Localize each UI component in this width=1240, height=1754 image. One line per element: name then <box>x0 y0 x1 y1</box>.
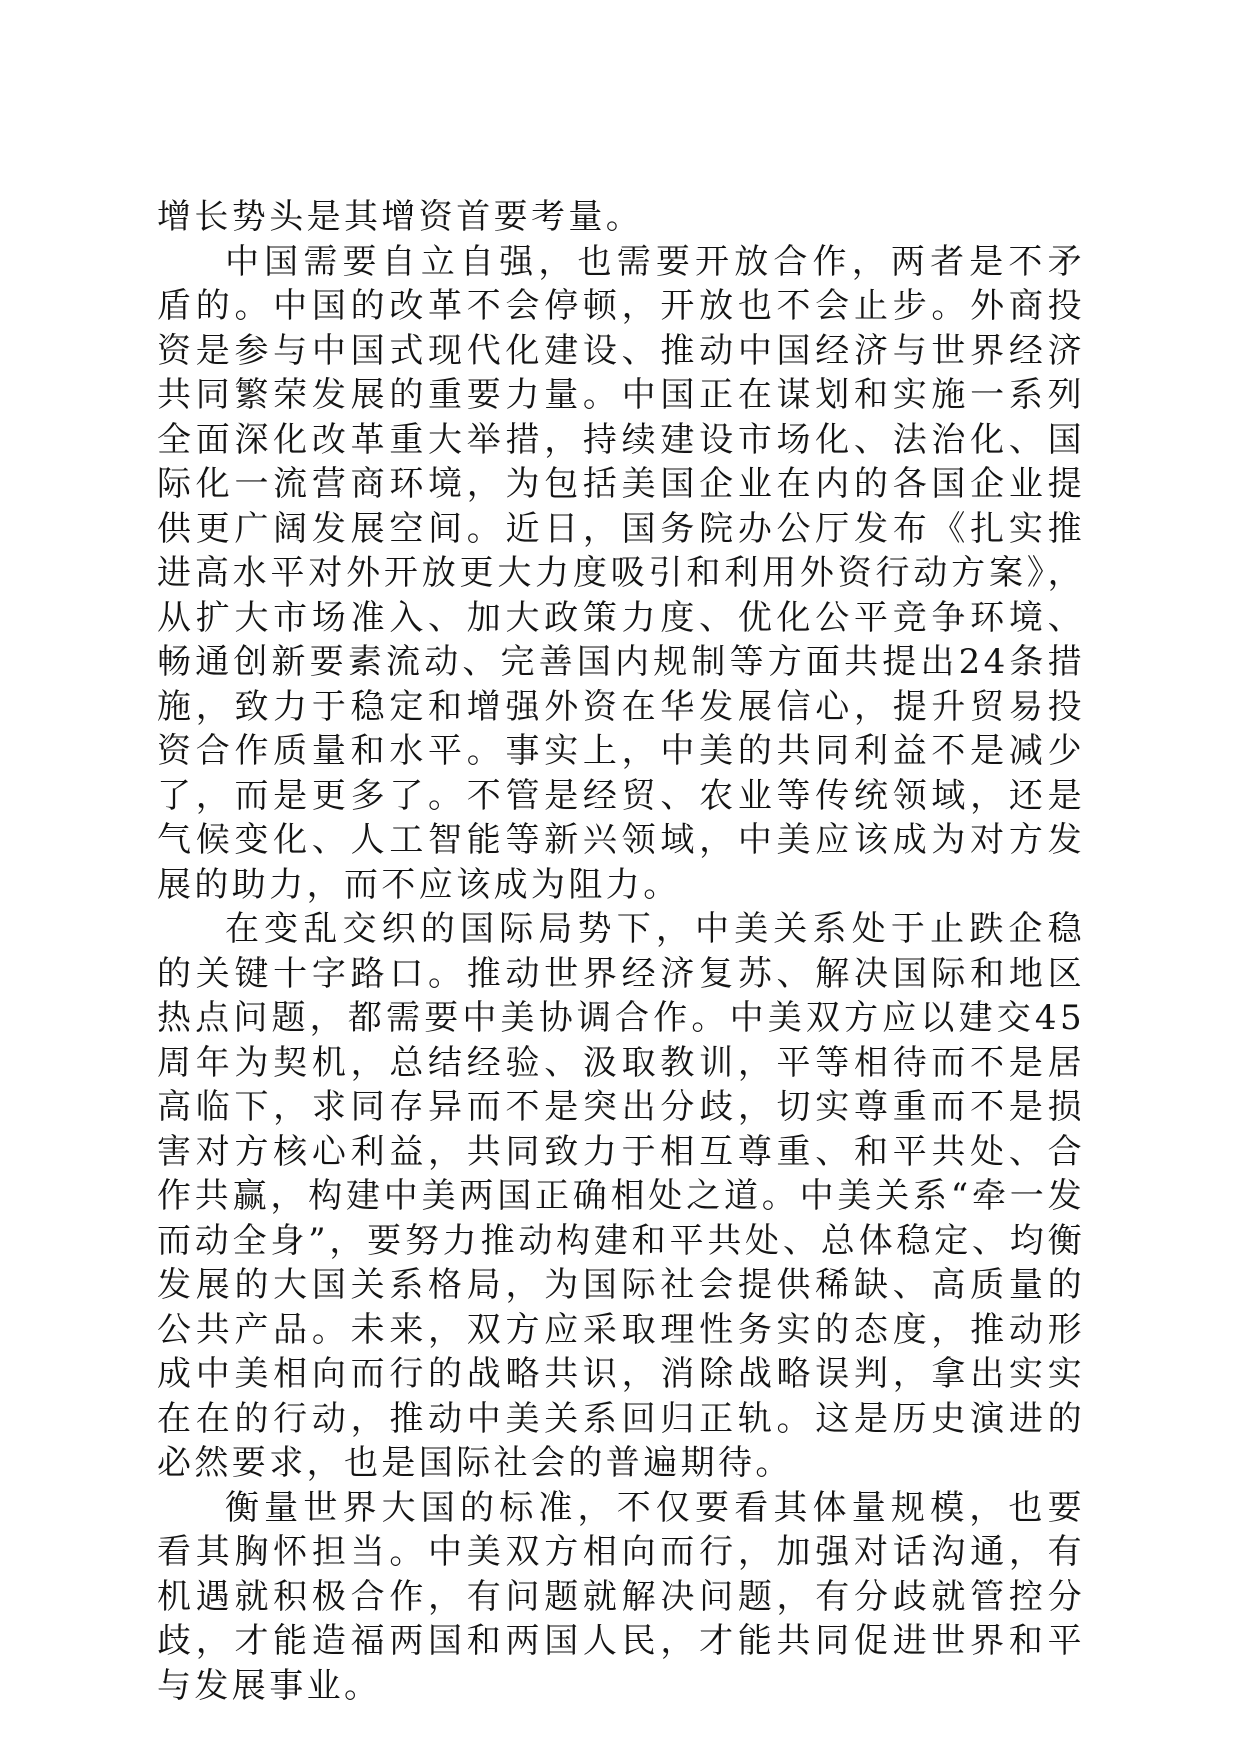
paragraph-opening-cooperation: 中国需要自立自强，也需要开放合作，两者是不矛盾的。中国的改革不会停顿，开放也不会止步。外商投资是参与中国式现代化建设、推动中国经济与世界经济共同繁荣发展的重要力量。中国正在谋划和实施一系列全面深化改革重大举措，持续建设市场化、法治化、国际化一流营商环境，为包括美国企业在内的各国企业提供更广阔发展空间。近日，国务院办公厅发布《扎实推进高水平对外开放更大力度吸引和利用外资行动方案》，从扩大市场准入、加大政策力度、优化公平竞争环境、畅通创新要素流动、完善国内规制等方面共提出24条措施，致力于稳定和增强外资在华发展信心，提升贸易投资合作质量和水平。事实上，中美的共同利益不是减少了，而是更多了。不管是经贸、农业等传统领域，还是气候变化、人工智能等新兴领域，中美应该成为对方发展的助力，而不应该成为阻力。 <box>157 241 1085 905</box>
paragraph-china-us-relations: 在变乱交织的国际局势下，中美关系处于止跌企稳的关键十字路口。推动世界经济复苏、解决国际和地区热点问题，都需要中美协调合作。中美双方应以建交45周年为契机，总结经验、汲取教训，平等相待而不是居高临下，求同存异而不是突出分歧，切实尊重而不是损害对方核心利益，共同致力于相互尊重、和平共处、合作共赢，构建中美两国正确相处之道。中美关系“牵一发而动全身”，要努力推动构建和平共处、总体稳定、均衡发展的大国关系格局，为国际社会提供稀缺、高质量的公共产品。未来，双方应采取理性务实的态度，推动形成中美相向而行的战略共识，消除战略误判，拿出实实在在的行动，推动中美关系回归正轨。这是历史演进的必然要求，也是国际社会的普遍期待。 <box>157 909 1085 1483</box>
article-body <box>157 195 1085 1708</box>
paragraph-conclusion: 衡量世界大国的标准，不仅要看其体量规模，也要看其胸怀担当。中美双方相向而行，加强对话沟通，有机遇就积极合作，有问题就解决问题，有分歧就管控分歧，才能造福两国和两国人民，才能共同促进世界和平与发展事业。 <box>157 1487 1085 1706</box>
paragraph-continuation: 增长势头是其增资首要考量。 <box>157 197 644 237</box>
